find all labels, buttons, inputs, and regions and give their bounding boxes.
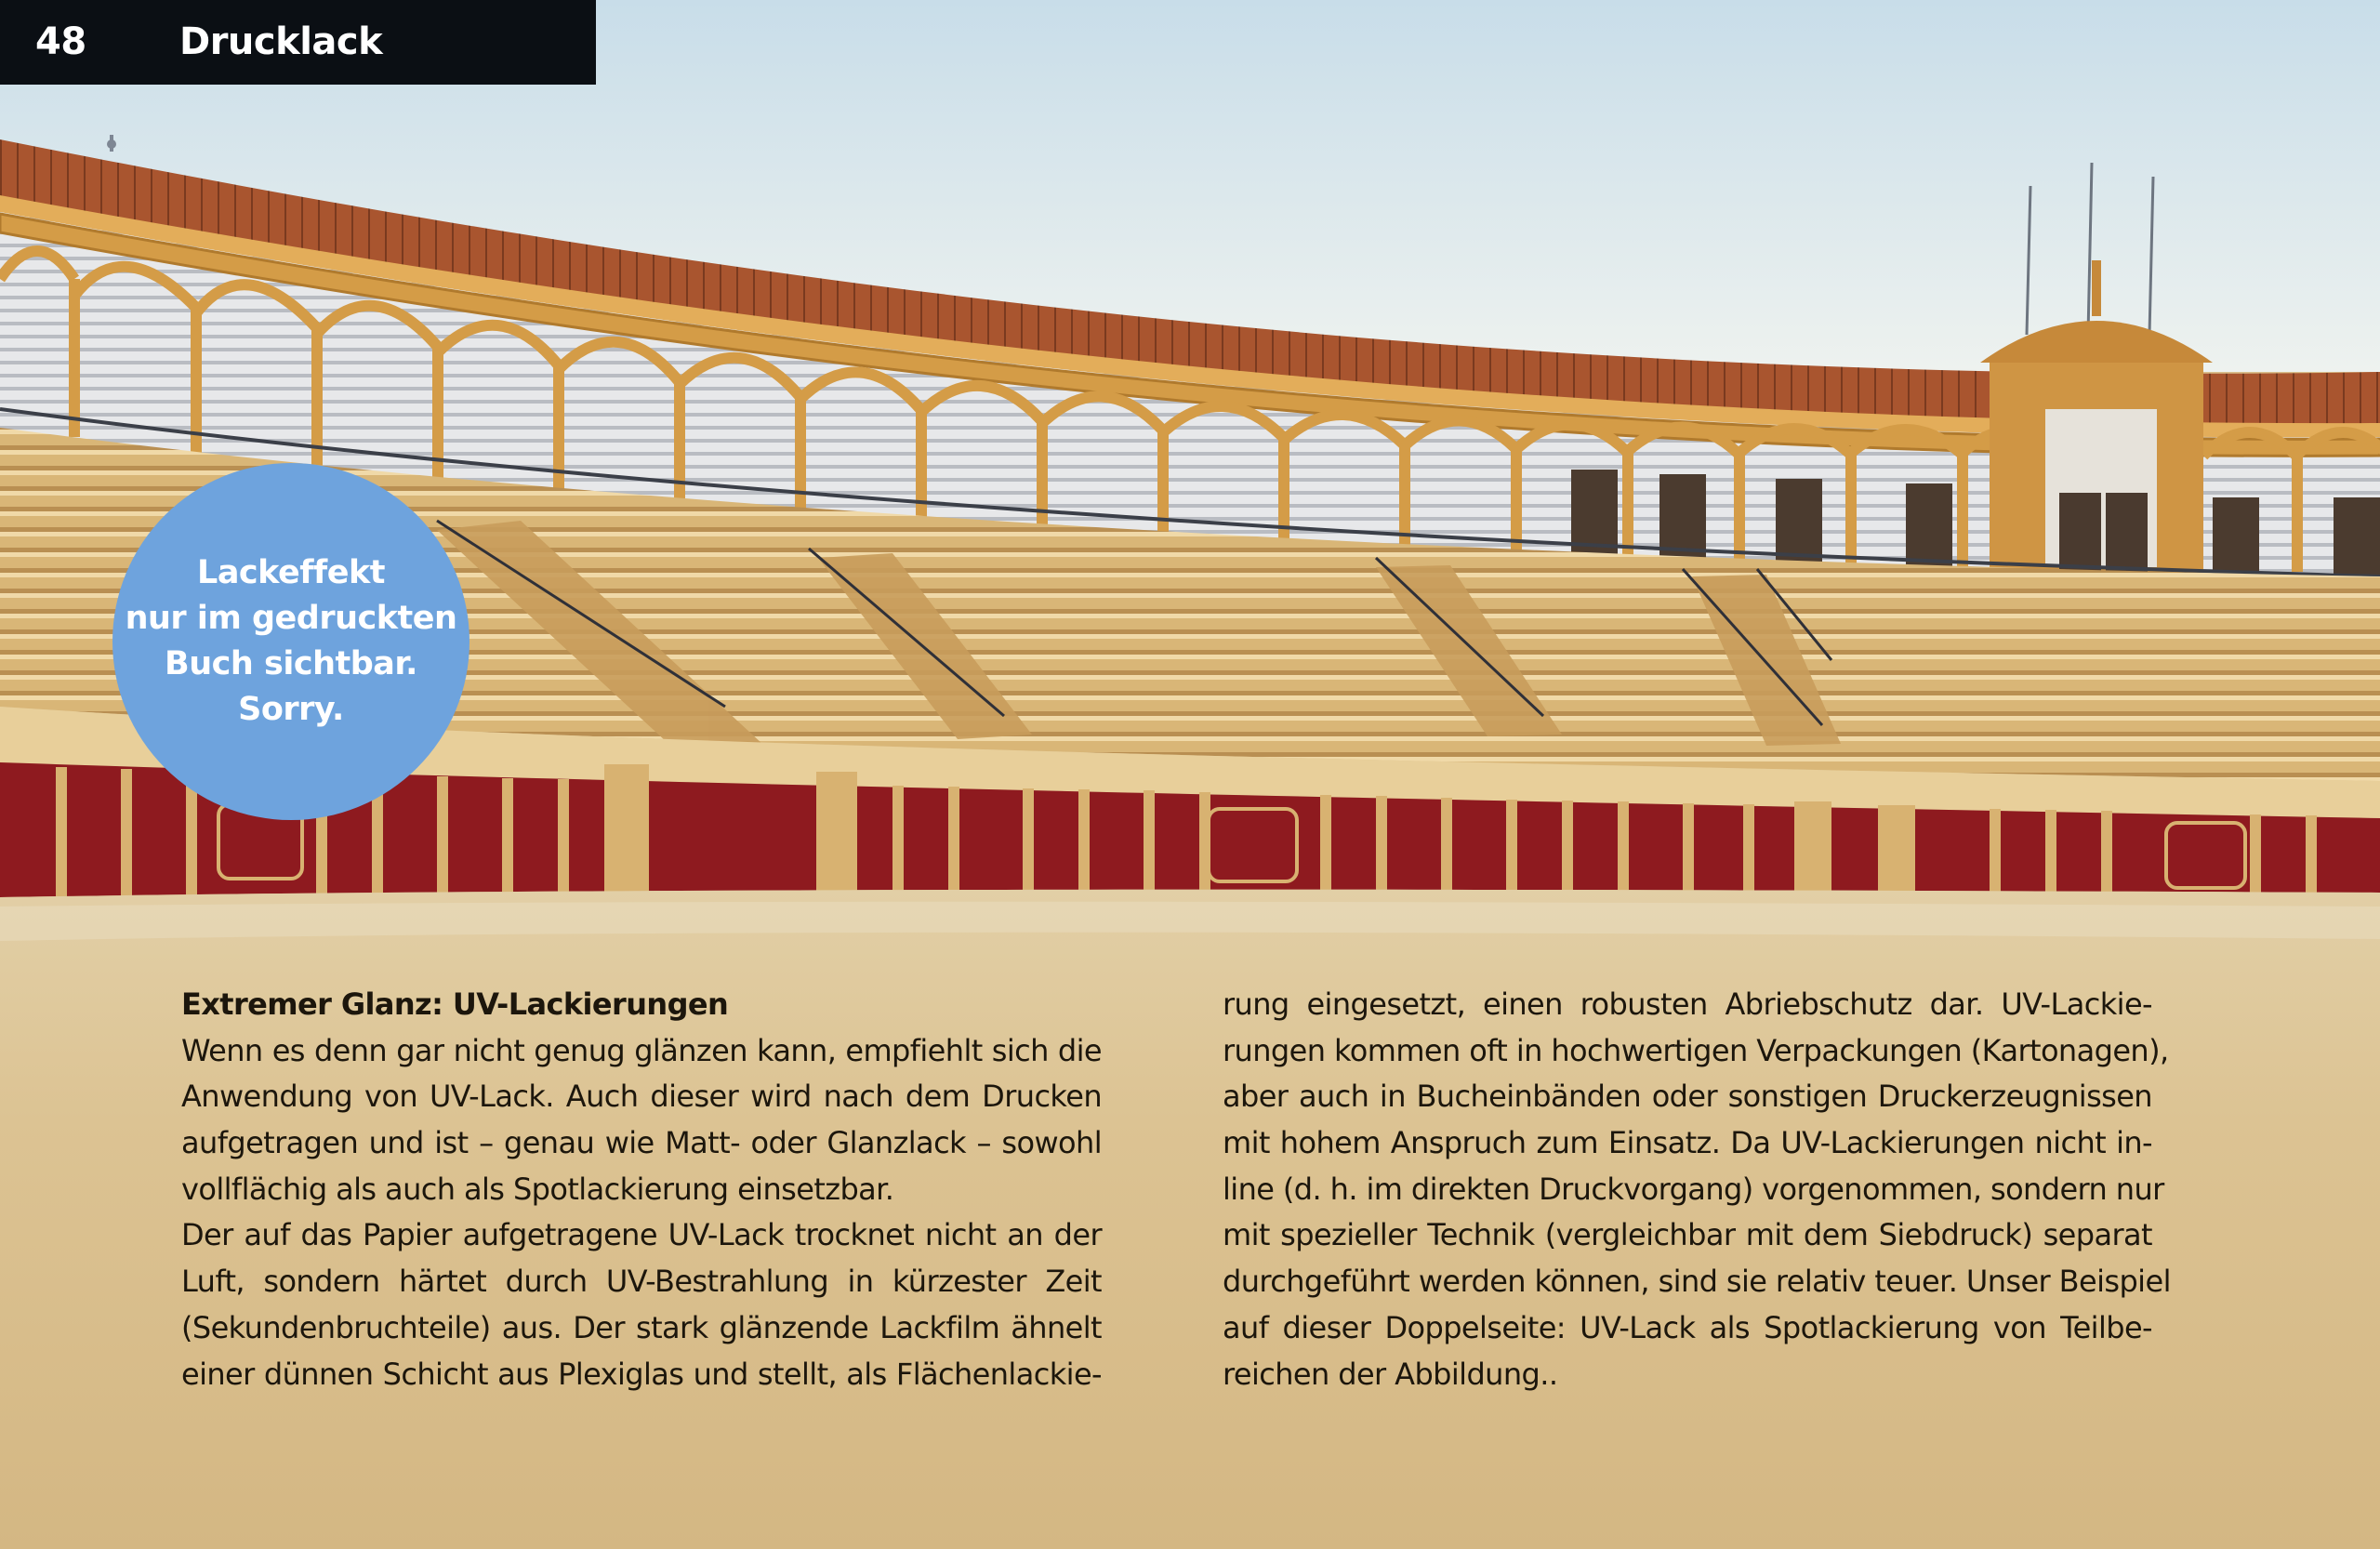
body-line: mit spezieller Technik (vergleichbar mit dem Siebdruck) separat (1223, 1217, 2152, 1253)
body-line: einer dünnen Schicht aus Plexiglas und stellt, als Flächenlackie- (181, 1356, 1102, 1392)
body-line: Wenn es denn gar nicht genug glänzen kann, empfiehlt sich die (181, 1032, 1102, 1068)
badge-line: Buch sichtbar. (165, 645, 417, 682)
notice-badge (112, 463, 469, 820)
body-line: Anwendung von UV-Lack. Auch dieser wird nach dem Drucken (181, 1079, 1102, 1115)
body-line: line (d. h. im direkten Druckvorgang) vorgenommen, sondern nur (1223, 1171, 2164, 1207)
body-line: (Sekundenbruchteile) aus. Der stark glänzende Lackfilm ähnelt (181, 1309, 1102, 1345)
body-line: mit hohem Anspruch zum Einsatz. Da UV-Lackierungen nicht in- (1223, 1125, 2152, 1161)
body-line: vollflächig als auch als Spotlackierung einsetzbar. (181, 1171, 894, 1207)
body-line: reichen der Abbildung.. (1223, 1356, 1558, 1392)
body-line: durchgeführt werden können, sind sie relativ teuer. Unser Beispiel (1223, 1264, 2171, 1300)
body-line: Luft, sondern härtet durch UV-Bestrahlung in kürzester Zeit (181, 1264, 1102, 1300)
body-line: aber auch in Bucheinbänden oder sonstigen Druckerzeugnissen (1223, 1079, 2152, 1115)
body-line: rungen kommen oft in hochwertigen Verpackungen (Kartonagen), (1223, 1032, 2169, 1068)
notice-badge-text (126, 550, 457, 733)
body-line: Der auf das Papier aufgetragene UV-Lack trocknet nicht an der (181, 1217, 1102, 1253)
badge-line: Lackeffekt (197, 554, 385, 591)
page-number: 48 (35, 20, 86, 63)
running-title: Drucklack (179, 20, 383, 63)
body-line: rung eingesetzt, einen robusten Abriebschutz dar. UV-Lackie- (1223, 986, 2152, 1022)
badge-line: nur im gedruckten (125, 600, 457, 637)
running-header (0, 0, 596, 85)
text-column-right (1223, 982, 2171, 1397)
body-line: aufgetragen und ist – genau wie Matt- oder Glanzlack – sowohl (181, 1125, 1102, 1161)
badge-line: Sorry. (238, 691, 344, 728)
section-heading: Extremer Glanz: UV-Lackierungen (181, 986, 729, 1022)
text-column-left (181, 982, 1102, 1397)
body-line: auf dieser Doppelseite: UV-Lack als Spotlackierung von Teilbe- (1223, 1309, 2152, 1345)
